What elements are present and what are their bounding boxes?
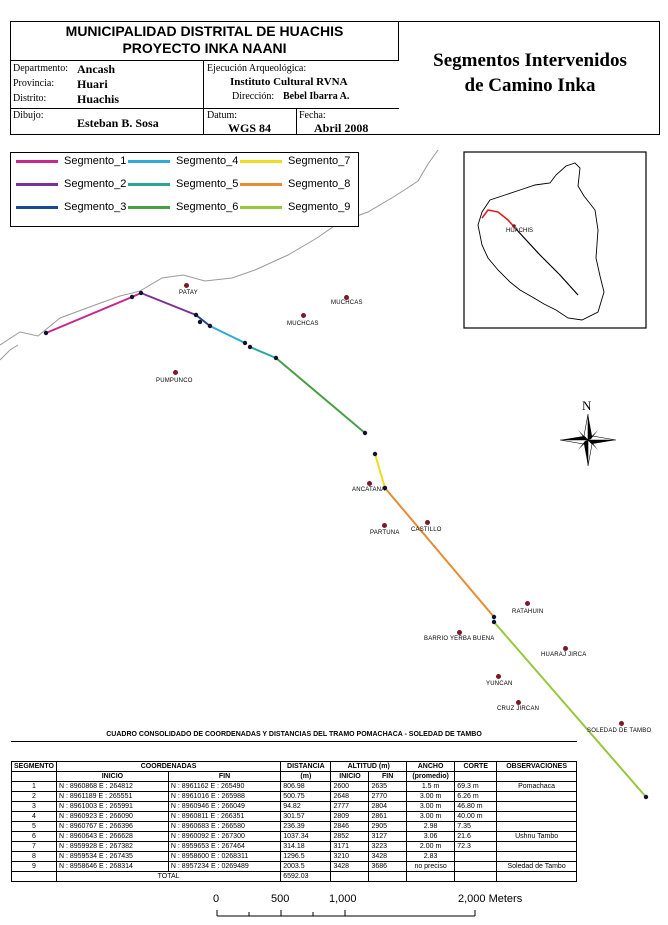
cell-af: 2635: [369, 782, 406, 792]
cell-corte: 6.26 m: [455, 792, 497, 802]
cell-af: 2905: [369, 822, 406, 832]
legend-swatch: [240, 206, 282, 209]
cell-ini: N : 8958646 E : 268314: [56, 862, 168, 872]
cell-fin: N : 8961016 E : 265988: [168, 792, 280, 802]
legend-label: Segmento_1: [64, 155, 127, 167]
cell-obs: [497, 842, 577, 852]
segment-6: [276, 358, 365, 433]
place-dot: [525, 601, 530, 606]
cell-ai: 3210: [331, 852, 369, 862]
cell-dist: 1296.5: [281, 852, 331, 862]
cell-ini: N : 8959534 E : 267435: [56, 852, 168, 862]
place-dot: [457, 630, 462, 635]
cell-ai: 3171: [331, 842, 369, 852]
place-dot: [563, 646, 568, 651]
cell-af: 3686: [369, 862, 406, 872]
cell-ancho: 3.00 m: [406, 802, 454, 812]
legend-item: [128, 178, 238, 190]
th-coordenadas: COORDENADAS: [56, 762, 280, 772]
cell-ini: N : 8961189 E : 265551: [56, 792, 168, 802]
cell-fin: N : 8961162 E : 265490: [168, 782, 280, 792]
ejecucion-label: Ejecución Arqueológica:: [207, 63, 307, 74]
cell-seg: 2: [12, 792, 57, 802]
cell-obs: Soledad de Tambo: [497, 862, 577, 872]
place-partuna: PARTUNA: [370, 530, 400, 536]
cell-ini: N : 8960923 E : 266090: [56, 812, 168, 822]
th-promedio: (promedio): [406, 772, 454, 782]
cell-obs: Pomachaca: [497, 782, 577, 792]
cell-fin: N : 8958600 E : 0268311: [168, 852, 280, 862]
segment-4: [210, 326, 245, 343]
cell-dist: 500.75: [281, 792, 331, 802]
cell-dist: 1037.34: [281, 832, 331, 842]
cell-dist: 806.98: [281, 782, 331, 792]
table-row: [12, 792, 577, 802]
cell-fin: N : 8960811 E : 266351: [168, 812, 280, 822]
cell-ai: 2846: [331, 822, 369, 832]
place-yuncan: YUNCAN: [486, 681, 513, 687]
legend-label: Segmento_9: [288, 201, 351, 213]
cell-corte: [455, 862, 497, 872]
cell-seg: 6: [12, 832, 57, 842]
th-observaciones: OBSERVACIONES: [497, 762, 577, 772]
cell-ai: 2777: [331, 802, 369, 812]
cell-seg: 8: [12, 852, 57, 862]
place-dot: [367, 481, 372, 486]
segment-1: [46, 297, 132, 333]
cell-dist: 2003.5: [281, 862, 331, 872]
cell-ancho: no preciso: [406, 862, 454, 872]
cell-fin: N : 8957234 E : 0269489: [168, 862, 280, 872]
legend-label: Segmento_5: [176, 178, 239, 190]
cell-seg: 3: [12, 802, 57, 812]
legend-swatch: [128, 206, 170, 209]
th-fin: FIN: [168, 772, 280, 782]
cell-ancho: 2.98: [406, 822, 454, 832]
fecha-label: Fecha:: [299, 110, 326, 121]
org-line2: PROYECTO INKA NAANI: [122, 40, 287, 56]
legend-swatch: [240, 183, 282, 186]
direccion-value: Bebel Ibarra A.: [283, 91, 350, 102]
place-soledad: SOLEDAD DE TAMBO: [587, 728, 652, 734]
table-row: [12, 842, 577, 852]
cell-fin: N : 8960683 E : 266580: [168, 822, 280, 832]
departamento-label: Departmento:: [13, 63, 68, 74]
cell-seg: 1: [12, 782, 57, 792]
place-dot: [496, 674, 501, 679]
provincia-value: Huari: [77, 77, 108, 91]
cell-ini: N : 8959928 E : 267382: [56, 842, 168, 852]
place-barrio: BARRIO YERBA BUENA: [424, 636, 495, 642]
place-pumpunco: PUMPUNCO: [156, 378, 193, 384]
legend-item: [240, 178, 350, 190]
th-dist-unit: (m): [281, 772, 331, 782]
th-altitud: ALTITUD (m): [331, 762, 406, 772]
legend-label: Segmento_3: [64, 201, 127, 213]
th-alt-inicio: INICIO: [331, 772, 369, 782]
cell-ai: 2852: [331, 832, 369, 842]
cell-obs: [497, 802, 577, 812]
legend-item: [16, 201, 126, 213]
cell-dist: 94.82: [281, 802, 331, 812]
scale-label-0: 0: [213, 893, 220, 905]
cell-ancho: 2.00 m: [406, 842, 454, 852]
cell-af: 3223: [369, 842, 406, 852]
segment-3: [196, 315, 210, 326]
table-row: [12, 832, 577, 842]
cell-dist: 314.18: [281, 842, 331, 852]
cell-ini: N : 8960868 E : 264812: [56, 782, 168, 792]
segment-2: [141, 293, 196, 315]
place-dot: [184, 283, 189, 288]
cell-ai: 2809: [331, 812, 369, 822]
cell-corte: 46.80 m: [455, 802, 497, 812]
coordinates-table: [11, 761, 577, 882]
cell-ancho: 3.06: [406, 832, 454, 842]
north-label: N: [582, 398, 592, 413]
legend-item: [16, 178, 126, 190]
map-title-line1: Segmentos Intervenidos: [433, 50, 627, 71]
cell-af: 2804: [369, 802, 406, 812]
th-alt-fin: FIN: [369, 772, 406, 782]
direccion-label: Dirección:: [232, 91, 275, 102]
place-ancatana: ANCATANA: [352, 487, 386, 493]
datum-label: Datum:: [207, 110, 237, 121]
total-value: 6592.03: [281, 872, 331, 882]
cell-corte: [455, 852, 497, 862]
distrito-label: Distrito:: [13, 93, 47, 104]
place-muchcas-a: MUCHCAS: [331, 300, 363, 306]
table-row: [12, 782, 577, 792]
cell-obs: Ushnu Tambo: [497, 832, 577, 842]
fecha-value: Abril 2008: [314, 121, 369, 135]
cell-ai: 3428: [331, 862, 369, 872]
table-row: [12, 802, 577, 812]
north-arrow-icon: [560, 414, 616, 466]
cell-af: 2861: [369, 812, 406, 822]
legend-label: Segmento_2: [64, 178, 127, 190]
cell-fin: N : 8959653 E : 267464: [168, 842, 280, 852]
table-caption-rule: [11, 741, 577, 742]
cell-ancho: 2.83: [406, 852, 454, 862]
place-dot: [382, 523, 387, 528]
scale-label-2000: 2,000 Meters: [458, 893, 523, 905]
place-huaraj: HUARAJ JIRCA: [541, 652, 587, 658]
legend-swatch: [16, 206, 58, 209]
legend-swatch: [128, 160, 170, 163]
place-dot: [425, 520, 430, 525]
legend-item: [240, 155, 350, 167]
cell-corte: 21.6: [455, 832, 497, 842]
org-line1: MUNICIPALIDAD DISTRITAL DE HUACHIS: [65, 23, 344, 39]
cell-obs: [497, 812, 577, 822]
table-row: [12, 812, 577, 822]
scale-bar: [217, 910, 475, 916]
ejecucion-value: Instituto Cultural RVNA: [230, 76, 348, 88]
legend-label: Segmento_8: [288, 178, 351, 190]
th-segmento: SEGMENTO: [12, 762, 57, 772]
cell-seg: 4: [12, 812, 57, 822]
legend-item: [16, 155, 126, 167]
cell-obs: [497, 792, 577, 802]
cell-corte: 72.3: [455, 842, 497, 852]
cell-fin: N : 8960092 E : 267300: [168, 832, 280, 842]
legend-item: [240, 201, 350, 213]
place-cruz: CRUZ JIRCAN: [497, 706, 540, 712]
place-ratahuin: RATAHUIN: [512, 609, 544, 615]
dibujo-label: Dibujo:: [13, 110, 44, 121]
legend-swatch: [128, 183, 170, 186]
district-boundary-b: [0, 345, 18, 360]
th-corte: CORTE: [455, 762, 497, 772]
table-row: [12, 852, 577, 862]
total-label: TOTAL: [56, 872, 280, 882]
scale-label-1000: 1,000: [329, 893, 357, 905]
cell-obs: [497, 852, 577, 862]
dibujo-value: Esteban B. Sosa: [77, 116, 159, 130]
th-inicio: INICIO: [56, 772, 168, 782]
place-castillo: CASTILLO: [411, 527, 442, 533]
cell-corte: 69.3 m: [455, 782, 497, 792]
cell-ini: N : 8960767 E : 266396: [56, 822, 168, 832]
departamento-value: Ancash: [77, 62, 116, 76]
th-ancho: ANCHO: [406, 762, 454, 772]
cell-ancho: 3.00 m: [406, 812, 454, 822]
place-dot: [173, 370, 178, 375]
provincia-label: Provincia:: [13, 78, 55, 89]
cell-seg: 5: [12, 822, 57, 832]
legend-label: Segmento_4: [176, 155, 239, 167]
legend-item: [128, 155, 238, 167]
segment-8: [385, 488, 494, 617]
legend-swatch: [16, 183, 58, 186]
segment-5: [250, 347, 276, 358]
scale-label-500: 500: [271, 893, 290, 905]
cell-dist: 301.57: [281, 812, 331, 822]
segment-7: [375, 454, 385, 488]
legend-item: [128, 201, 238, 213]
cell-ini: N : 8961003 E : 265991: [56, 802, 168, 812]
cell-dist: 236.39: [281, 822, 331, 832]
cell-seg: 7: [12, 842, 57, 852]
cell-fin: N : 8960946 E : 266049: [168, 802, 280, 812]
table-row: [12, 862, 577, 872]
cell-ancho: 1.5 m: [406, 782, 454, 792]
cell-seg: 9: [12, 862, 57, 872]
place-dot: [516, 700, 521, 705]
place-muchcas-b: MUCHCAS: [287, 321, 319, 327]
datum-value: WGS 84: [228, 121, 272, 135]
legend-swatch: [240, 160, 282, 163]
legend-label: Segmento_6: [176, 201, 239, 213]
cell-af: 3428: [369, 852, 406, 862]
cell-ini: N : 8960643 E : 266628: [56, 832, 168, 842]
cell-af: 3127: [369, 832, 406, 842]
cell-af: 2770: [369, 792, 406, 802]
distrito-value: Huachis: [77, 92, 120, 106]
cell-obs: [497, 822, 577, 832]
map-title-line2: de Camino Inka: [464, 75, 596, 96]
cell-ancho: 3.00 m: [406, 792, 454, 802]
cell-ai: 2648: [331, 792, 369, 802]
cell-corte: 40.00 m: [455, 812, 497, 822]
legend-swatch: [16, 160, 58, 163]
legend-label: Segmento_7: [288, 155, 351, 167]
place-dot: [301, 313, 306, 318]
cell-ai: 2600: [331, 782, 369, 792]
th-distancia: DISTANCIA: [281, 762, 331, 772]
place-patay: PATAY: [179, 290, 198, 296]
table-caption: CUADRO CONSOLIDADO DE COORDENADAS Y DISTANCIAS DEL TRAMO POMACHACA - SOLEDAD DE TAMBO: [106, 731, 482, 738]
cell-corte: 7.35: [455, 822, 497, 832]
inset-label: HUACHIS: [506, 228, 534, 234]
route-vertices: [44, 291, 648, 799]
place-dot: [619, 721, 624, 726]
table-row: [12, 822, 577, 832]
